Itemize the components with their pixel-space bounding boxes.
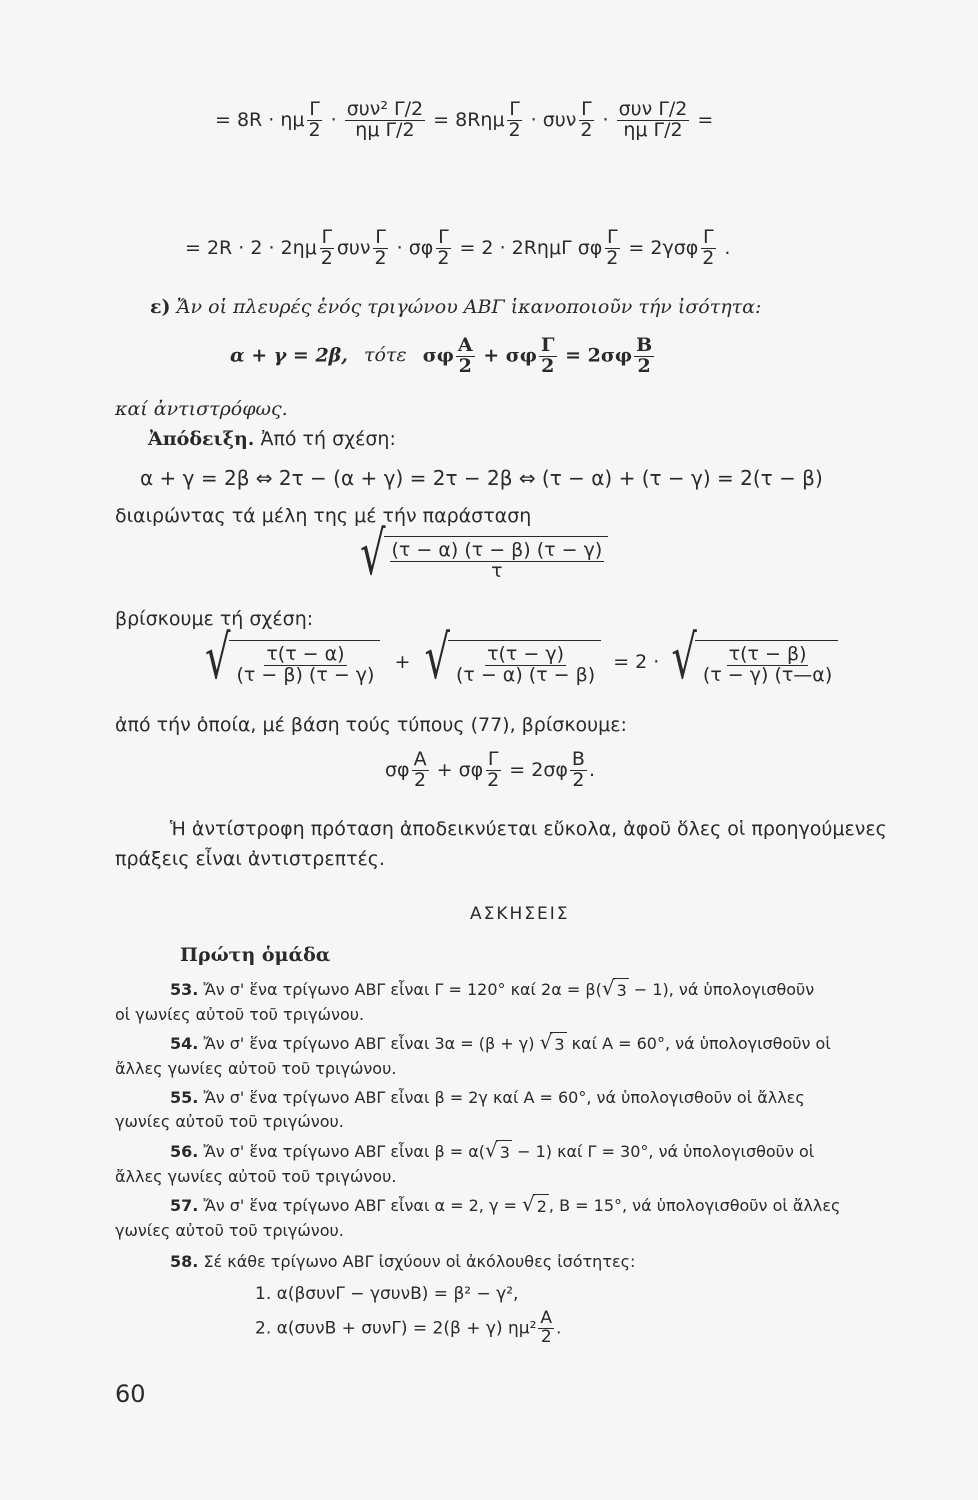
exercise-text: Σέ κάθε τρίγωνο ΑΒΓ ἰσχύουν οἱ ἀκόλουθες ἰσότητες: bbox=[203, 1252, 636, 1271]
exercise-text: οἱ γωνίες αὐτοῦ τοῦ τριγώνου. bbox=[115, 1005, 365, 1024]
exercise-text: 2. α(συνΒ + συνΓ) = 2(β + γ) ημ² bbox=[255, 1318, 537, 1339]
proof-text: ἀπό τήν ὁποία, μέ βάση τούς τύπους (77), βρίσκουμε: bbox=[115, 714, 627, 736]
proof-text: βρίσκουμε τή σχέση: bbox=[115, 608, 314, 630]
statement-equation bbox=[230, 336, 656, 377]
exercise-text: γωνίες αὐτοῦ τοῦ τριγώνου. bbox=[115, 1221, 344, 1240]
root-equation bbox=[205, 624, 838, 694]
eq-text: = 2 · bbox=[613, 651, 660, 674]
exercise-text: , Β = 15°, νά ὑπολογισθοῦν οἱ ἄλλες bbox=[548, 1196, 841, 1215]
eq-text: + σφ bbox=[476, 344, 537, 367]
sqrt: √ 2 bbox=[522, 1194, 549, 1219]
eq-text: · bbox=[596, 108, 615, 131]
fraction: $\frac{A}{2}$ bbox=[413, 748, 427, 791]
exercise-text: − 1) καί Γ = 30°, νά ὑπολογισθοῦν οἱ bbox=[511, 1142, 815, 1161]
exercise-54 bbox=[115, 1032, 975, 1081]
eq-text: σφ bbox=[385, 758, 410, 781]
sqrt: √ $\frac{\tau(\tau - \alpha)}{(\tau - \beta) (\tau - \gamma)}$ bbox=[205, 640, 380, 686]
fraction: $\frac{\Gamma}{2}$ bbox=[437, 226, 450, 269]
exercise-55 bbox=[115, 1086, 975, 1134]
fraction: $\frac{\Gamma}{2}$ bbox=[508, 98, 521, 141]
eq-text: . bbox=[588, 758, 596, 781]
eq-text: = 2 · 2RημΓ σφ bbox=[453, 236, 603, 259]
exercise-text: Ἄν σ' ἕνα τρίγωνο ΑΒΓ εἶναι Γ = 120° καί 2α = β( bbox=[203, 980, 602, 999]
eq-text: σφ bbox=[422, 344, 454, 367]
fraction: $\frac{\Gamma}{2}$ bbox=[606, 226, 619, 269]
exercise-text: Ἄν σ' ἕνα τρίγωνο ΑΒΓ εἶναι 3α = (β + γ) bbox=[203, 1034, 540, 1053]
fraction: $\frac{\tau(\tau - \alpha)}{(\tau - \beta) (\tau - \gamma)}$ bbox=[236, 643, 375, 686]
fraction: $\frac{\Gamma}{2}$ bbox=[541, 334, 555, 377]
reverse-text: πράξεις εἶναι ἀντιστρεπτές. bbox=[115, 848, 385, 870]
eq-text: = 2γσφ bbox=[622, 236, 699, 259]
exercise-number: 58. bbox=[170, 1252, 199, 1271]
proof-heading bbox=[148, 428, 396, 450]
exercise-item-1: 1. α(βσυνΓ − γσυνΒ) = β² − γ², bbox=[255, 1284, 519, 1304]
sqrt: √ 3 bbox=[540, 1032, 567, 1057]
eq-text: συν bbox=[336, 236, 371, 259]
exercise-number: 57. bbox=[170, 1196, 199, 1215]
fraction: $\frac{\Gamma}{2}$ bbox=[308, 98, 321, 141]
reverse-text: Ἡ ἀντίστροφη πρόταση ἀποδεικνύεται εὔκολα, ἀφοῦ ὅλες οἱ προηγούμενες bbox=[170, 818, 887, 840]
sqrt: √ 3 bbox=[485, 1140, 512, 1165]
exercise-text: ἄλλες γωνίες αὐτοῦ τοῦ τριγώνου. bbox=[115, 1167, 397, 1186]
eq-text: . bbox=[718, 236, 731, 259]
fraction: $\frac{\tau(\tau - \gamma)}{(\tau - \alpha) (\tau - \beta)}$ bbox=[455, 643, 596, 686]
exercise-58 bbox=[170, 1250, 635, 1274]
fraction: $\frac{\tau(\tau - \beta)}{(\tau - \gamma) (\tau—\alpha)}$ bbox=[702, 643, 833, 686]
exercise-53 bbox=[115, 978, 975, 1027]
group-title: Πρώτη ὁμάδα bbox=[180, 944, 331, 966]
fraction: $\frac{(\tau - \alpha) (\tau - \beta) (\tau - \gamma)}{\tau}$ bbox=[391, 539, 603, 582]
eq-text: τότε bbox=[363, 344, 407, 367]
fraction: $\frac{\text{συν² Γ/2}}{\text{ημ Γ/2}}$ bbox=[346, 98, 424, 141]
exercise-number: 53. bbox=[170, 980, 199, 999]
exercise-number: 54. bbox=[170, 1034, 199, 1053]
eq-text: = 2σφ bbox=[503, 758, 568, 781]
page-number: 60 bbox=[115, 1380, 146, 1408]
proof-intro: Ἀπό τή σχέση: bbox=[254, 428, 396, 450]
exercise-text: γωνίες αὐτοῦ τοῦ τριγώνου. bbox=[115, 1112, 344, 1131]
exercise-item-2 bbox=[255, 1310, 561, 1347]
eq-text: · συν bbox=[524, 108, 577, 131]
eq-text: · σφ bbox=[390, 236, 434, 259]
exercise-text: καί Α = 60°, νά ὑπολογισθοῦν οἱ bbox=[566, 1034, 831, 1053]
root-expression bbox=[360, 520, 608, 590]
eq-text: + bbox=[394, 651, 411, 674]
fraction: $\frac{A}{2}$ bbox=[457, 334, 473, 377]
equation-line-2 bbox=[185, 228, 730, 269]
exercise-text: ἄλλες γωνίες αὐτοῦ τοῦ τριγώνου. bbox=[115, 1059, 397, 1078]
proof-label: Ἀπόδειξη. bbox=[148, 428, 255, 450]
statement-text: Ἄν οἱ πλευρές ἑνός τριγώνου ΑΒΓ ἱκανοποιοῦν τήν ἰσότητα: bbox=[176, 296, 762, 318]
fraction: $\frac{B}{2}$ bbox=[636, 334, 653, 377]
fraction: $\frac{\text{συν Γ/2}}{\text{ημ Γ/2}}$ bbox=[618, 98, 688, 141]
exercise-text: Ἄν σ' ἕνα τρίγωνο ΑΒΓ εἶναι α = 2, γ = bbox=[203, 1196, 522, 1215]
eq-text: = 8R · ημ bbox=[215, 108, 305, 131]
exercise-text: . bbox=[556, 1318, 562, 1339]
eq-text: · bbox=[324, 108, 343, 131]
statement-line bbox=[150, 296, 761, 318]
eq-text: + σφ bbox=[430, 758, 484, 781]
eq-text: α + γ = 2β, bbox=[230, 344, 348, 367]
eq-text: = 2σφ bbox=[558, 344, 633, 367]
exercise-57 bbox=[115, 1194, 975, 1243]
sqrt: √ $\frac{\tau(\tau - \beta)}{(\tau - \gamma) (\tau—\alpha)}$ bbox=[671, 640, 838, 686]
statement-label: ε) bbox=[150, 296, 171, 318]
exercises-title: ΑΣΚΗΣΕΙΣ bbox=[470, 904, 570, 924]
proof-text: διαιρώντας τά μέλη της μέ τήν παράσταση bbox=[115, 505, 532, 527]
fraction: $\frac{A}{2}$ bbox=[540, 1308, 553, 1347]
exercise-number: 56. bbox=[170, 1142, 199, 1161]
exercise-text: Ἄν σ' ἕνα τρίγωνο ΑΒΓ εἶναι β = 2γ καί Α = 60°, νά ὑπολογισθοῦν οἱ ἄλλες bbox=[203, 1088, 805, 1107]
exercise-text: Ἄν σ' ἕνα τρίγωνο ΑΒΓ εἶναι β = α( bbox=[203, 1142, 486, 1161]
eq-text: = bbox=[691, 108, 714, 131]
proof-equation: α + γ = 2β ⇔ 2τ − (α + γ) = 2τ − 2β ⇔ (τ − α) + (τ − γ) = 2(τ − β) bbox=[140, 466, 823, 490]
final-equation bbox=[385, 750, 595, 791]
fraction: $\frac{\Gamma}{2}$ bbox=[374, 226, 387, 269]
exercise-text: − 1), νά ὑπολογισθοῦν bbox=[628, 980, 815, 999]
fraction: $\frac{B}{2}$ bbox=[571, 748, 585, 791]
conversely-text: καί ἀντιστρόφως. bbox=[115, 398, 288, 420]
sqrt: √ $\frac{(\tau - \alpha) (\tau - \beta) (\tau - \gamma)}{\tau}$ bbox=[360, 536, 608, 582]
sqrt: √ $\frac{\tau(\tau - \gamma)}{(\tau - \alpha) (\tau - \beta)}$ bbox=[424, 640, 601, 686]
fraction: $\frac{\Gamma}{2}$ bbox=[320, 226, 333, 269]
exercise-number: 55. bbox=[170, 1088, 199, 1107]
sqrt: √ 3 bbox=[602, 978, 629, 1003]
eq-text: = 2R · 2 · 2ημ bbox=[185, 236, 317, 259]
fraction: $\frac{\Gamma}{2}$ bbox=[702, 226, 715, 269]
eq-text: = 8Rημ bbox=[427, 108, 505, 131]
exercise-56 bbox=[115, 1140, 975, 1189]
fraction: $\frac{\Gamma}{2}$ bbox=[580, 98, 593, 141]
fraction: $\frac{\Gamma}{2}$ bbox=[487, 748, 500, 791]
equation-line-1 bbox=[215, 100, 713, 141]
